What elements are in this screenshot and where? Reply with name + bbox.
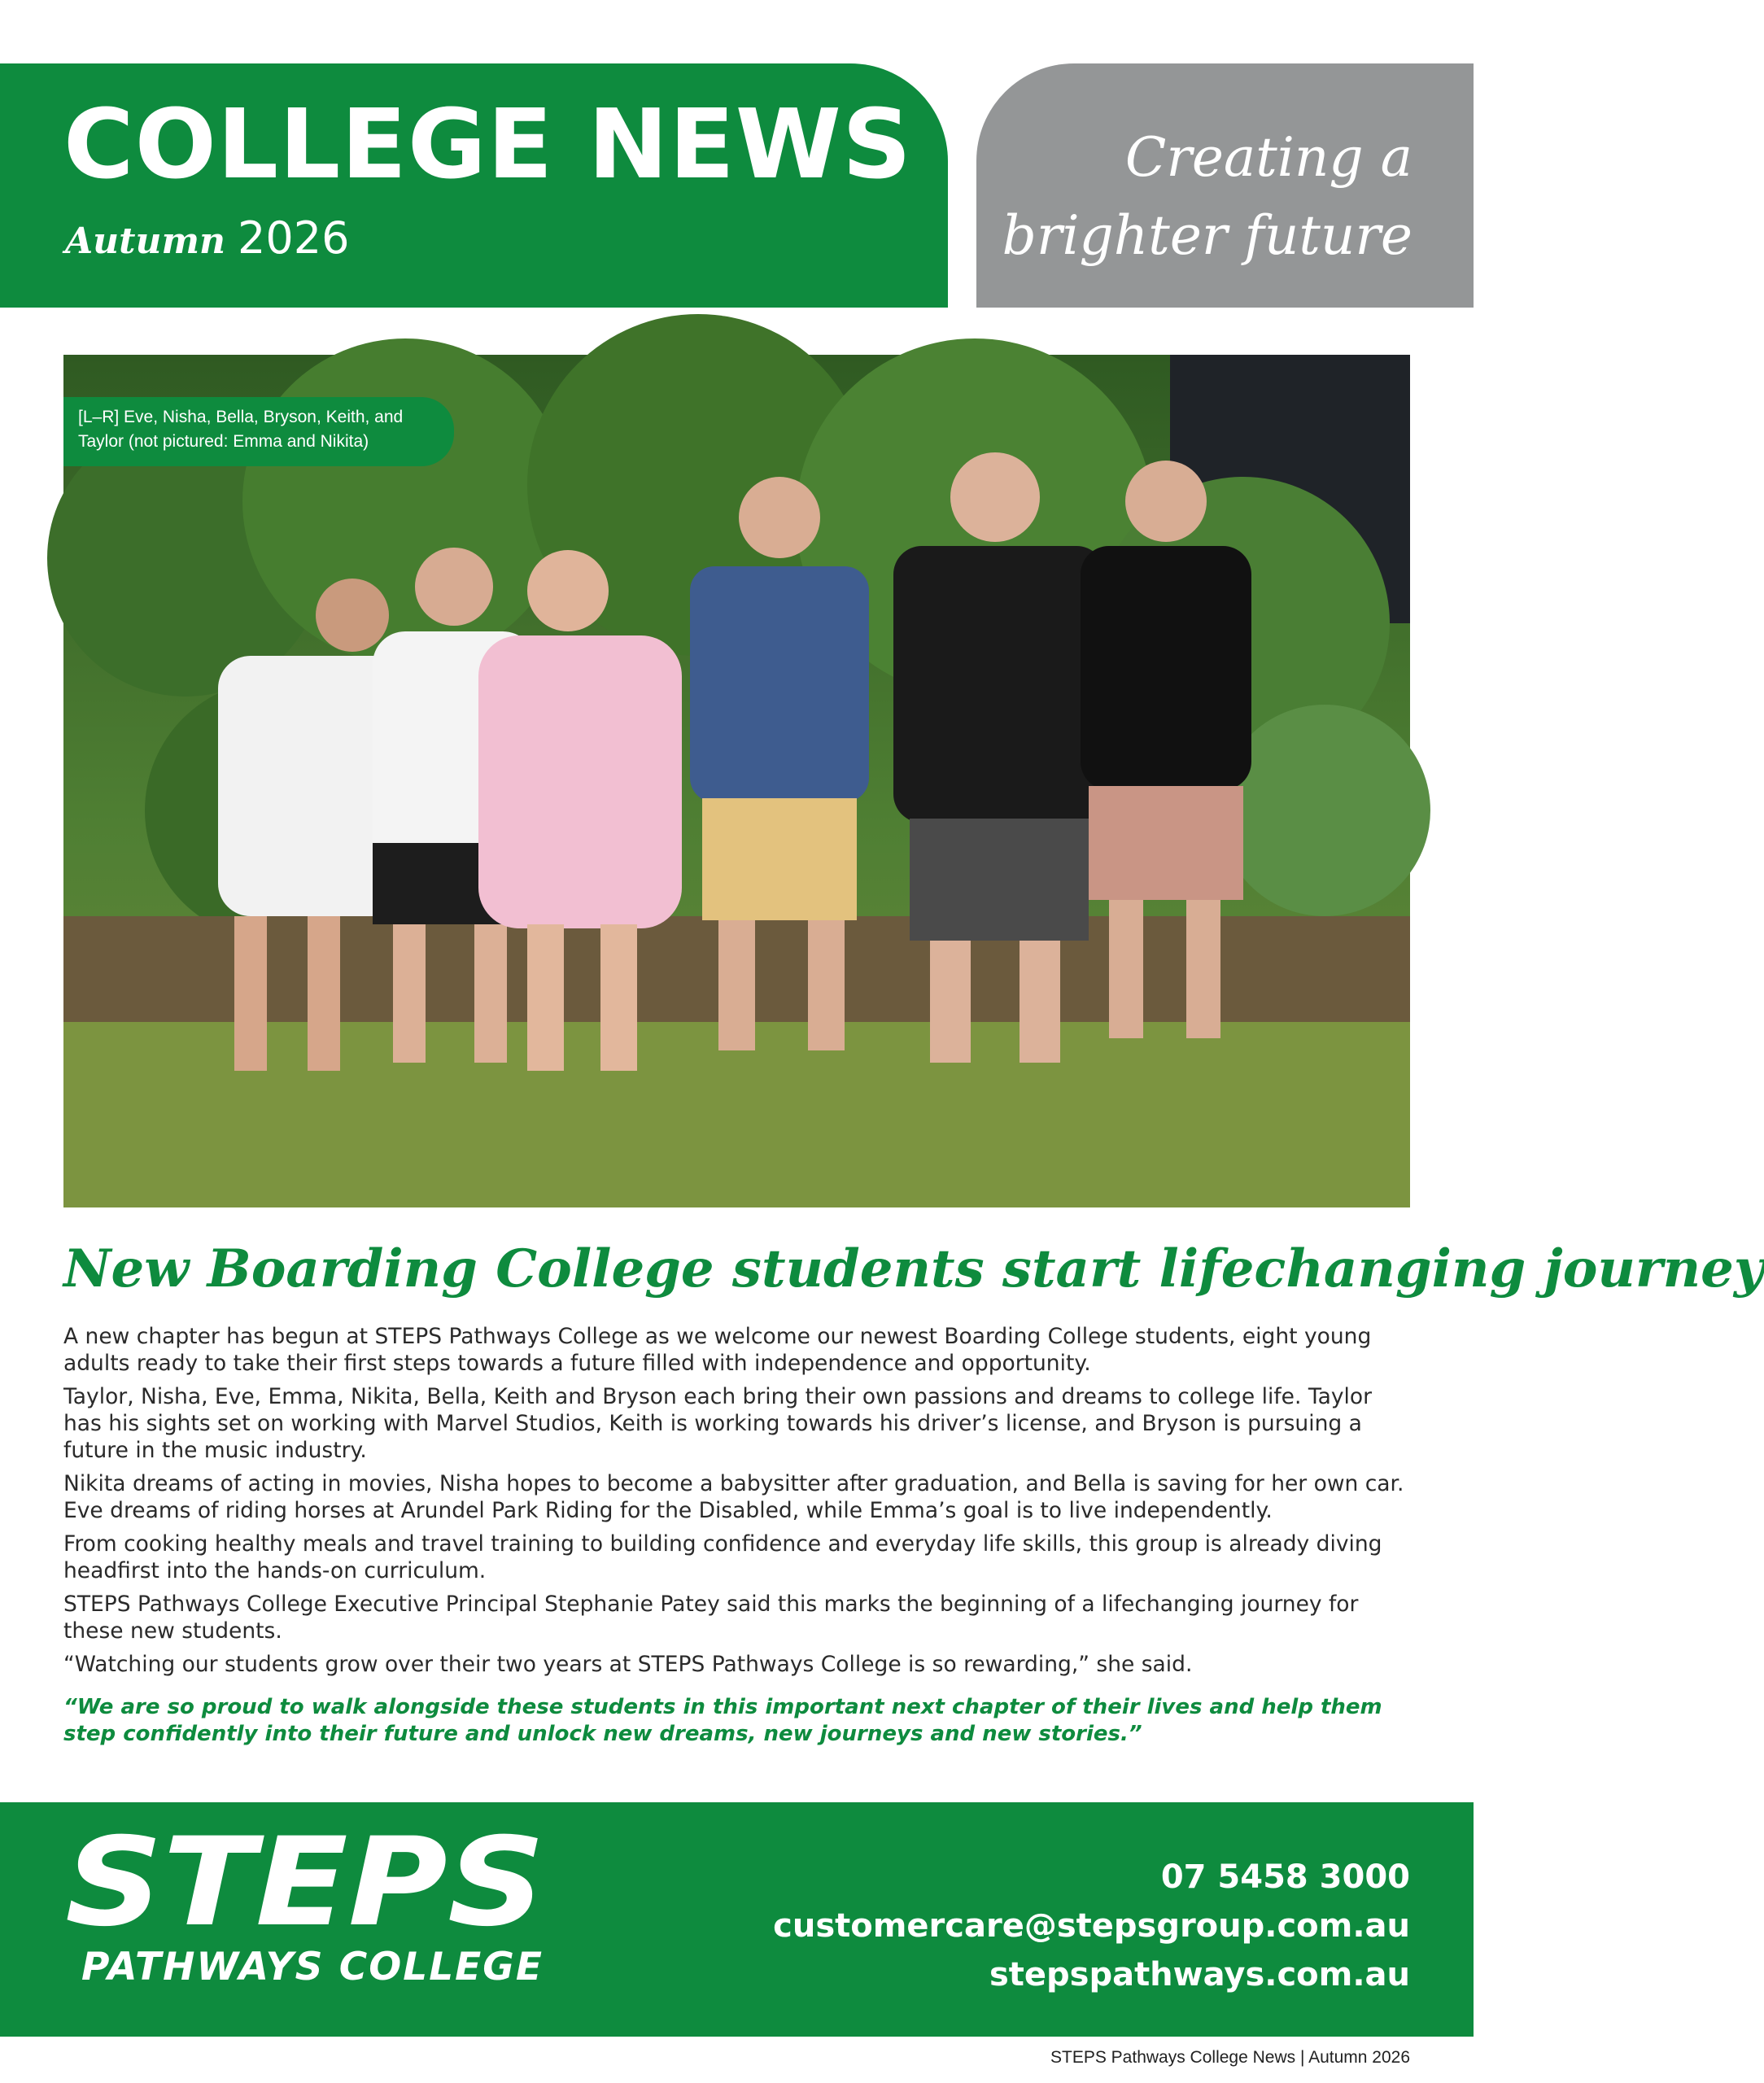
page-footer: STEPS Pathways College News | Autumn 2026 [1050, 2048, 1410, 2067]
issue-season: Autumn [65, 221, 225, 262]
phone-number[interactable]: 07 5458 3000 [1160, 1858, 1410, 1896]
logo-subtitle: PATHWAYS COLLEGE [81, 1945, 544, 1989]
article-paragraph: A new chapter has begun at STEPS Pathways College as we welcome our newest Boarding College students, eight young adults ready to take their first steps towards a future filled with independence and opportunity. [63, 1324, 1372, 1376]
article-paragraph: Nikita dreams of acting in movies, Nisha hopes to become a babysitter after graduation, and Bella is saving for her own car. Eve dreams of riding horses at Arundel Park Riding for the Disabled, while Emma’s goal is to live independently. [63, 1471, 1404, 1523]
logo-main-text: STEPS [65, 1812, 545, 1954]
article-paragraph: “Watching our students grow over their two years at STEPS Pathways College is so rewarding,” she said. [63, 1652, 1193, 1677]
tagline-line-1: Creating a [1124, 126, 1413, 189]
article-paragraph: From cooking healthy meals and travel training to building confidence and everyday life skills, this group is already diving headfirst into the hands-on curriculum. [63, 1531, 1382, 1583]
group-photo-illustration [63, 355, 1410, 1207]
website-link[interactable]: stepspathways.com.au [989, 1956, 1410, 1993]
photo-caption: [L–R] Eve, Nisha, Bella, Bryson, Keith, and Taylor (not pictured: Emma and Nikita) [63, 397, 454, 466]
footer-banner [0, 1802, 1474, 2037]
steps-logo [65, 1812, 553, 1954]
pull-quote: “We are so proud to walk alongside these students in this important next chapter of their lives and help them step confidently into their future and unlock new dreams, new journeys and new stories.” [63, 1695, 1382, 1746]
newsletter-title: COLLEGE NEWS [63, 88, 912, 200]
tagline [1002, 119, 1413, 275]
tagline-banner [976, 63, 1474, 308]
email-link[interactable]: customercare@stepsgroup.com.au [773, 1907, 1410, 1945]
contact-details [773, 1853, 1410, 1999]
masthead-banner [0, 63, 948, 308]
article-headline: New Boarding College students start lifechanging journey [63, 1238, 1764, 1299]
tagline-line-2: brighter future [1002, 204, 1413, 267]
issue-year: 2026 [238, 212, 350, 264]
group-photo [63, 355, 1410, 1207]
issue-label [65, 212, 350, 264]
article-body [63, 1323, 1414, 1684]
article-paragraph: Taylor, Nisha, Eve, Emma, Nikita, Bella, Keith and Bryson each bring their own passions and dreams to college life. Taylor has his sights set on working with Marvel Studios, Keith is working towards his driver’s license, and Bryson is pursuing a future in the music industry. [63, 1384, 1373, 1463]
article-paragraph: STEPS Pathways College Executive Principal Stephanie Patey said this marks the beginning of a lifechanging journey for these new students. [63, 1592, 1359, 1644]
